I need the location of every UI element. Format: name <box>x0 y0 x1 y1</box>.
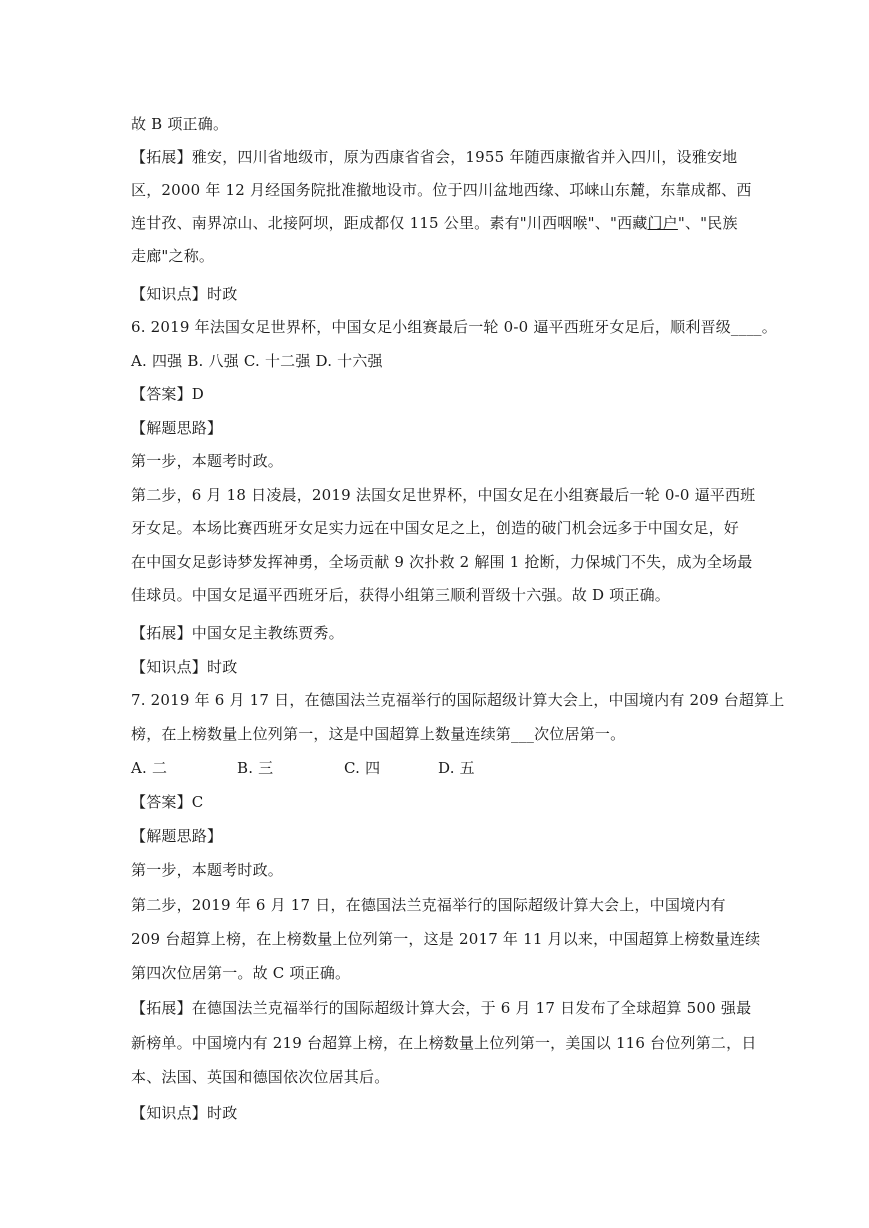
text-line: 区，2000 年 12 月经国务院批准撤地设市。位于四川盆地西缘、邛崃山东麓，东靠成都、西 <box>131 181 752 199</box>
text-line: 【知识点】时政 <box>131 658 238 676</box>
text-line: 走廊"之称。 <box>131 247 215 265</box>
text-line: 【拓展】雅安，四川省地级市，原为西康省省会，1955 年随西康撤省并入四川，设雅安地 <box>131 148 738 166</box>
text-line: 故 B 项正确。 <box>131 115 229 133</box>
text-line: 【知识点】时政 <box>131 1104 238 1122</box>
text-line: 第一步，本题考时政。 <box>131 861 284 879</box>
question-7-options <box>131 758 741 778</box>
text-line: 第二步，2019 年 6 月 17 日，在德国法兰克福举行的国际超级计算大会上，中国境内有 <box>131 896 726 914</box>
text-line: 第一步，本题考时政。 <box>131 452 284 470</box>
text-line: 209 台超算上榜，在上榜数量上位列第一，这是 2017 年 11 月以来，中国超算上榜数量连续 <box>131 930 761 948</box>
text-line: 新榜单。中国境内有 219 台超算上榜，在上榜数量上位列第一，美国以 116 台位列第二，日 <box>131 1034 757 1052</box>
option-c: C. 四 <box>344 759 381 777</box>
text-line: 佳球员。中国女足逼平西班牙后，获得小组第三顺利晋级十六强。故 D 项正确。 <box>131 586 670 604</box>
option-a: A. 二 <box>131 759 168 777</box>
text-line: 本、法国、英国和德国依次位居其后。 <box>131 1068 390 1086</box>
answer-label: 【答案】C <box>131 793 204 811</box>
answer-label: 【答案】D <box>131 385 205 403</box>
question-7: 7. 2019 年 6 月 17 日，在德国法兰克福举行的国际超级计算大会上，中国境内有 209 台超算上 <box>131 691 785 709</box>
text-line: 榜，在上榜数量上位列第一，这是中国超算上数量连续第___次位居第一。 <box>131 725 626 743</box>
text-line: 在中国女足彭诗梦发挥神勇，全场贡献 9 次扑救 2 解围 1 抢断，力保城门不失，成为全场最 <box>131 553 753 571</box>
text-line: 第四次位居第一。故 C 项正确。 <box>131 964 351 982</box>
option-b: B. 三 <box>237 759 274 777</box>
option-d: D. 五 <box>438 759 475 777</box>
question-6-options: A. 四强 B. 八强 C. 十二强 D. 十六强 <box>131 352 383 370</box>
section-heading: 【解题思路】 <box>131 419 223 437</box>
text-line: 【拓展】在德国法兰克福举行的国际超级计算大会，于 6 月 17 日发布了全球超算 500 强最 <box>131 999 752 1017</box>
text-line: 【拓展】中国女足主教练贾秀。 <box>131 624 344 642</box>
text-line: 牙女足。本场比赛西班牙女足实力远在中国女足之上，创造的破门机会远多于中国女足，好 <box>131 519 740 537</box>
text-line: 连甘孜、南界凉山、北接阿坝，距成都仅 115 公里。素有"川西咽喉"、"西藏门户"、"民族 <box>131 214 738 232</box>
section-heading: 【解题思路】 <box>131 827 223 845</box>
text-line: 第二步，6 月 18 日凌晨，2019 法国女足世界杯，中国女足在小组赛最后一轮 0-0 逼平西班 <box>131 486 756 504</box>
text-line: 【知识点】时政 <box>131 285 238 303</box>
question-6: 6. 2019 年法国女足世界杯，中国女足小组赛最后一轮 0-0 逼平西班牙女足后，顺利晋级____。 <box>131 318 777 336</box>
